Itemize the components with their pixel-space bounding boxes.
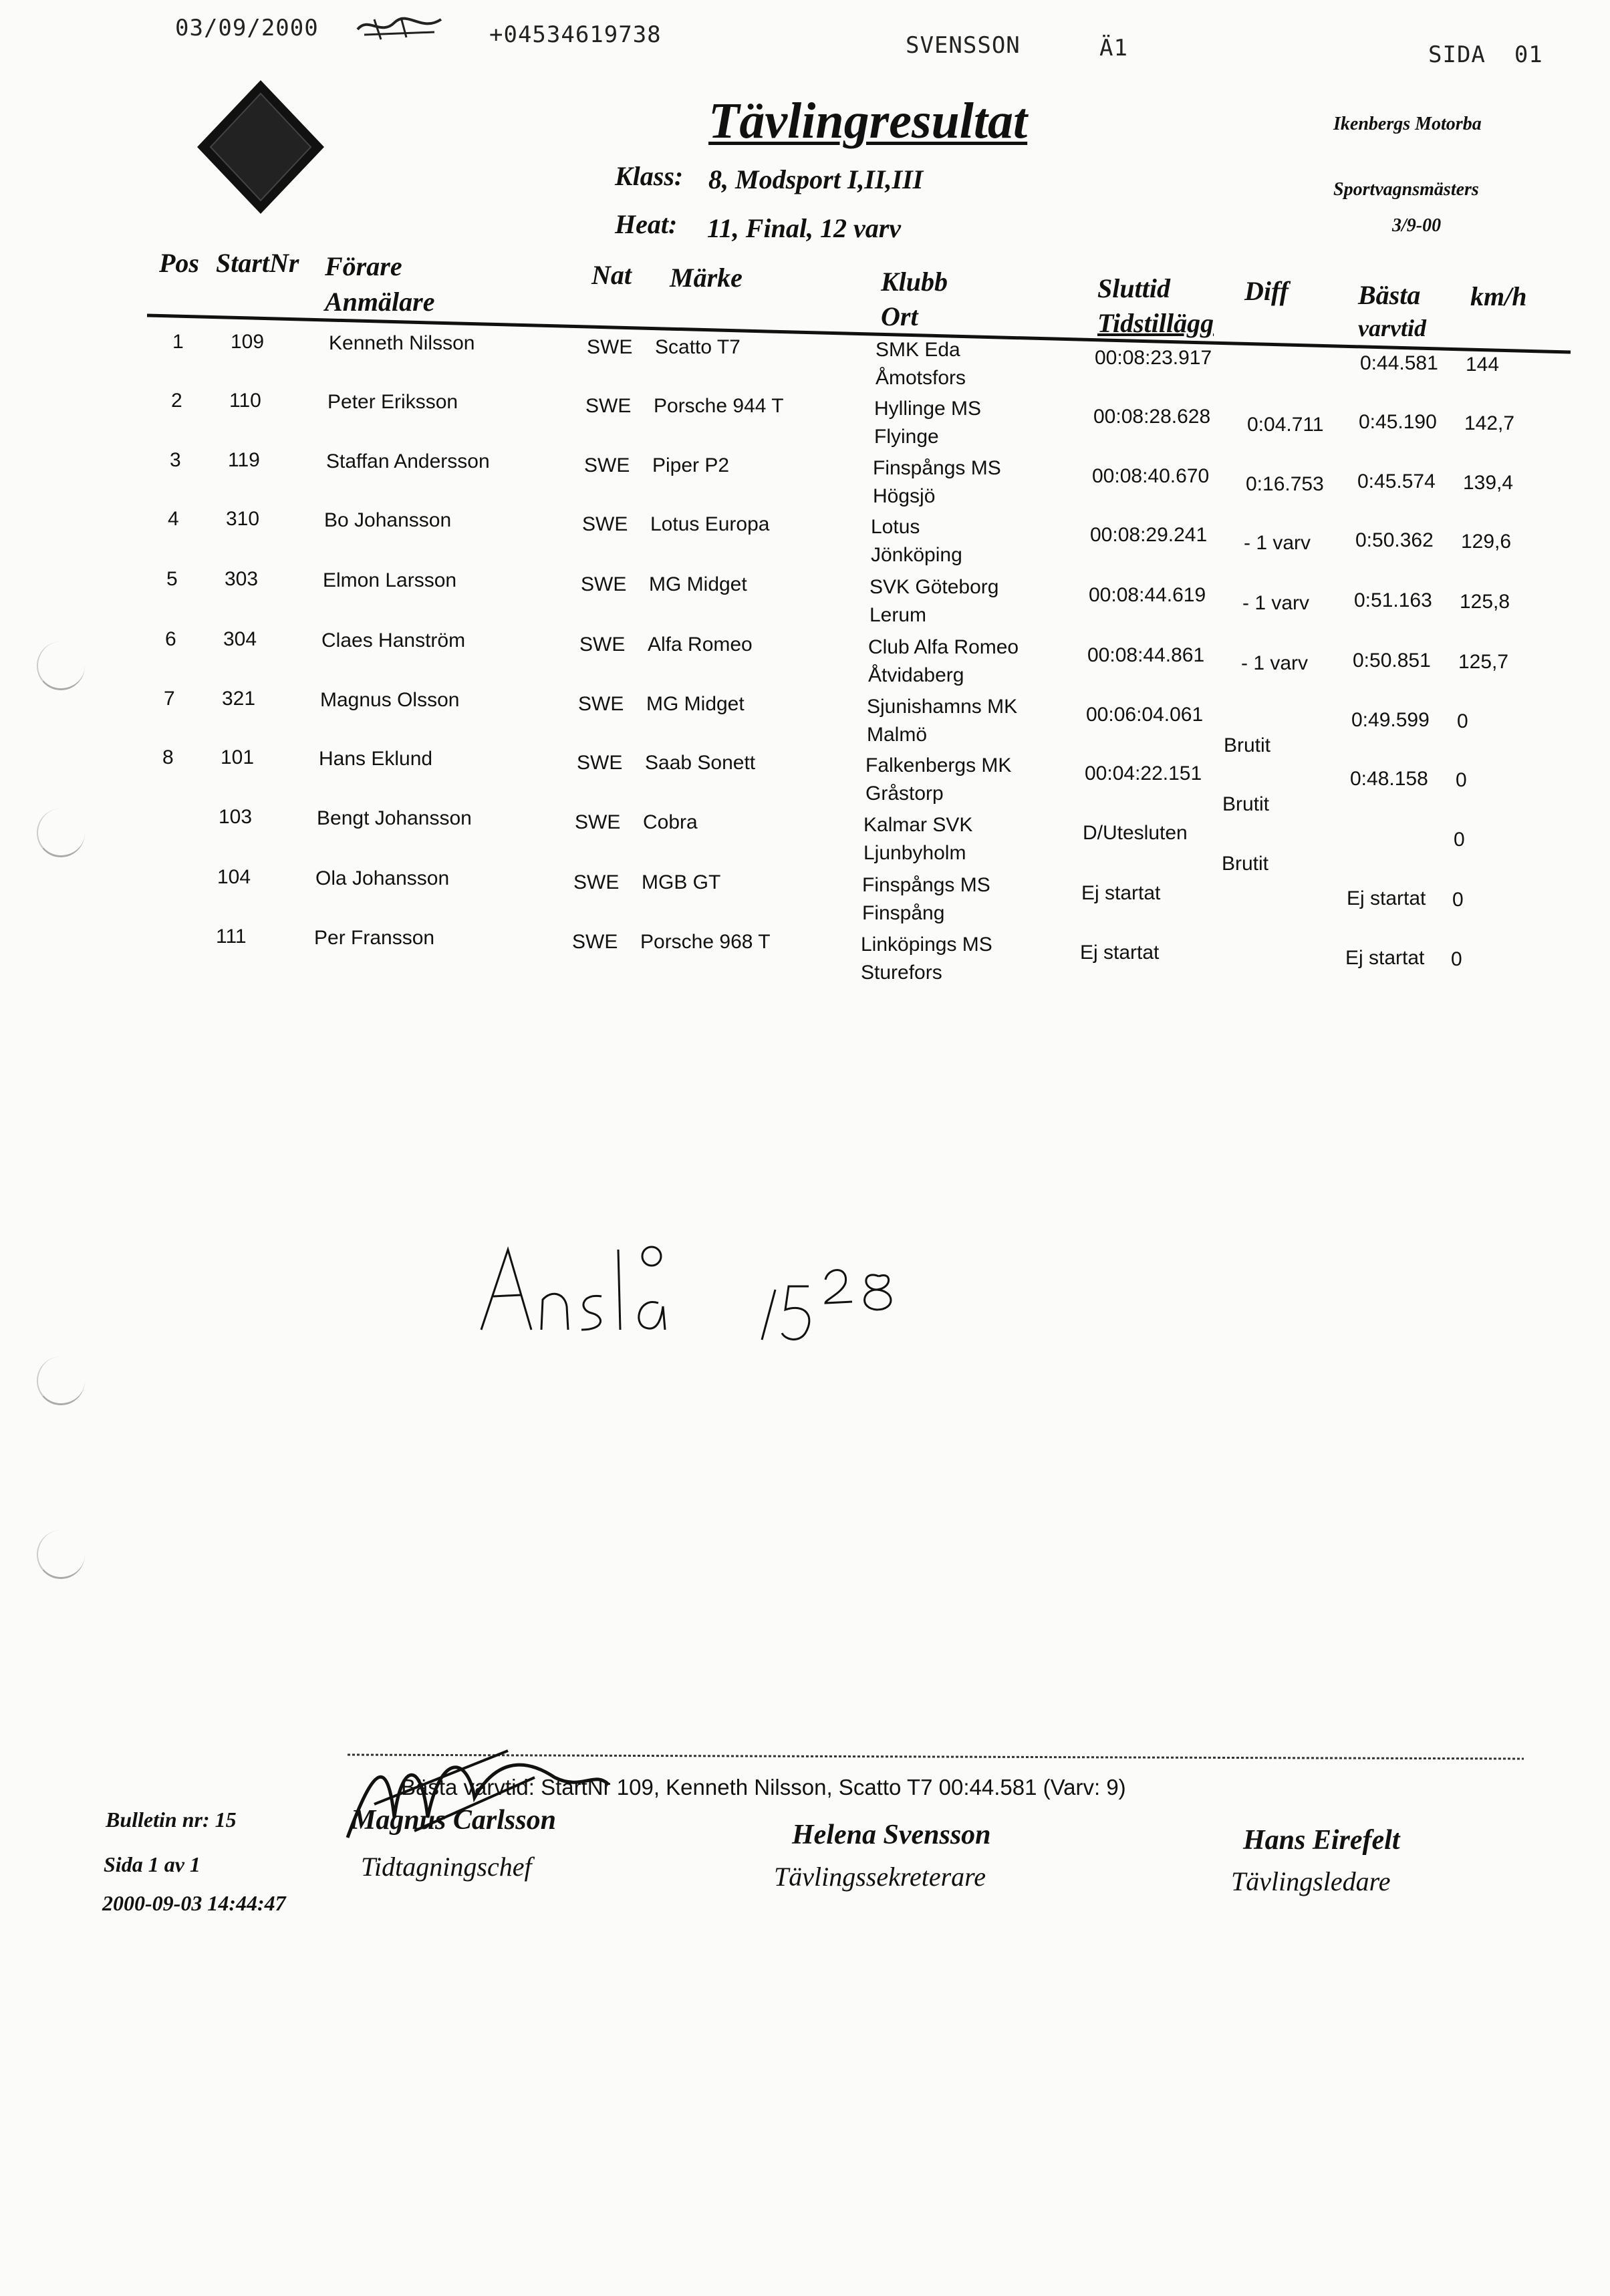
page-title: Tävlingresultat [708, 93, 1028, 149]
row-time: 00:08:23.917 [1095, 347, 1212, 369]
row-best: 0:45.190 [1359, 411, 1437, 433]
page-count: Sida 1 av 1 [104, 1852, 200, 1876]
row-pos: 7 [164, 688, 175, 710]
row-startnr: 119 [228, 449, 260, 471]
col-anmalare: Anmälare [325, 287, 435, 317]
col-diff: Diff [1244, 276, 1289, 306]
row-car: Alfa Romeo [648, 633, 753, 656]
row-car: Piper P2 [652, 454, 730, 476]
row-startnr: 104 [217, 866, 251, 888]
row-club: SVK Göteborg [869, 576, 999, 598]
row-startnr: 303 [225, 568, 259, 590]
row-car: MG Midget [649, 573, 747, 595]
row-driver: Elmon Larsson [323, 569, 457, 591]
col-pos: Pos [159, 248, 199, 278]
row-kmh: 125,8 [1460, 591, 1510, 613]
fastest-lap: Bästa varvtid: StartNr 109, Kenneth Nilsson, Scatto T7 00:44.581 (Varv: 9) [401, 1775, 1126, 1800]
row-best: 0:45.574 [1357, 470, 1436, 492]
row-car: Saab Sonett [645, 752, 756, 774]
fax-page: SIDA 01 [1428, 41, 1543, 68]
row-kmh: 144 [1466, 353, 1500, 376]
row-driver: Magnus Olsson [320, 689, 460, 711]
row-time: 00:08:28.628 [1093, 406, 1211, 428]
row-nat: SWE [581, 573, 627, 595]
row-best: 0:44.581 [1360, 352, 1438, 374]
col-basta: Bästa [1358, 280, 1421, 310]
row-club: Finspångs MS [873, 457, 1001, 479]
row-pos: 3 [170, 449, 181, 471]
signature-1-name: Magnus Carlsson [351, 1805, 556, 1836]
row-driver: Bo Johansson [324, 509, 452, 531]
fax-date: 03/09/2000 [175, 15, 319, 41]
row-nat: SWE [579, 633, 626, 656]
row-town: Gråstorp [865, 782, 944, 805]
col-forare: Förare [325, 251, 402, 281]
row-pos: 1 [172, 331, 184, 353]
row-kmh: 0 [1451, 948, 1462, 970]
col-varvtid: varvtid [1358, 315, 1426, 341]
row-diff: 0:16.753 [1246, 473, 1324, 495]
row-startnr: 109 [231, 331, 265, 353]
row-driver: Bengt Johansson [317, 807, 472, 829]
row-town: Åtvidaberg [868, 664, 964, 686]
row-kmh: 129,6 [1461, 531, 1512, 553]
row-diff: - 1 varv [1242, 592, 1310, 614]
col-nat: Nat [591, 260, 632, 290]
row-time: D/Utesluten [1083, 822, 1188, 844]
row-town: Malmö [867, 724, 928, 746]
row-best: 0:50.362 [1355, 529, 1434, 551]
row-kmh: 0 [1454, 829, 1465, 851]
organizer: Ikenbergs Motorba [1333, 114, 1482, 134]
klass-label: Klass: [615, 161, 684, 191]
row-best: Ej startat [1345, 947, 1425, 969]
row-pos: 5 [166, 568, 178, 590]
row-club: Hyllinge MS [874, 398, 982, 420]
fax-phone: +04534619738 [489, 21, 662, 48]
signature-1-role: Tidtagningschef [361, 1852, 532, 1882]
row-car: Porsche 968 T [640, 931, 771, 953]
row-kmh: 125,7 [1458, 651, 1509, 673]
row-best: 0:48.158 [1350, 768, 1428, 790]
row-club: Sjunishamns MK [867, 696, 1018, 718]
col-marke: Märke [670, 263, 743, 293]
row-nat: SWE [577, 752, 623, 774]
col-ort: Ort [881, 301, 918, 331]
row-driver: Staffan Andersson [326, 450, 490, 472]
row-pos: 8 [162, 746, 174, 768]
row-driver: Hans Eklund [319, 748, 433, 770]
row-diff: Brutit [1222, 853, 1269, 875]
row-kmh: 0 [1456, 769, 1467, 791]
row-nat: SWE [572, 931, 618, 953]
punch-hole [37, 809, 85, 857]
row-car: Porsche 944 T [654, 395, 784, 417]
row-kmh: 142,7 [1464, 412, 1515, 434]
row-nat: SWE [587, 336, 633, 358]
row-car: MG Midget [646, 693, 745, 715]
row-nat: SWE [582, 513, 628, 535]
row-pos: 2 [171, 390, 182, 412]
event-date: 3/9-00 [1392, 215, 1442, 236]
row-best: 0:50.851 [1353, 650, 1431, 672]
row-nat: SWE [585, 395, 632, 417]
fax-scribble-icon [354, 9, 448, 43]
signature-3-role: Tävlingsledare [1231, 1866, 1391, 1896]
signature-3-name: Hans Eirefelt [1243, 1825, 1400, 1856]
print-timestamp: 2000-09-03 14:44:47 [102, 1891, 286, 1915]
row-club: Lotus [871, 516, 920, 538]
bulletin-number: Bulletin nr: 15 [106, 1808, 237, 1832]
row-time: Ej startat [1080, 942, 1160, 964]
row-pos: 6 [165, 628, 176, 650]
row-club: Finspångs MS [862, 874, 990, 896]
row-town: Lerum [869, 604, 927, 626]
row-car: MGB GT [642, 871, 721, 893]
row-startnr: 101 [221, 746, 255, 768]
heat-label: Heat: [615, 209, 678, 239]
event-name: Sportvagnsmästers [1333, 179, 1479, 200]
row-diff: - 1 varv [1244, 532, 1311, 554]
row-startnr: 304 [223, 628, 257, 650]
row-town: Finspång [862, 902, 945, 924]
row-town: Högsjö [873, 485, 936, 507]
punch-hole [37, 1356, 85, 1405]
punch-hole [37, 641, 85, 690]
row-driver: Ola Johansson [315, 867, 450, 889]
row-time: 00:04:22.151 [1085, 762, 1202, 784]
row-driver: Claes Hanström [321, 629, 466, 652]
row-town: Sturefors [861, 962, 942, 984]
row-startnr: 111 [216, 925, 247, 948]
row-kmh: 139,4 [1463, 472, 1514, 494]
row-best: 0:51.163 [1354, 589, 1432, 611]
row-diff: Brutit [1222, 793, 1270, 815]
row-town: Flyinge [874, 426, 939, 448]
fax-name: SVENSSON [906, 32, 1021, 59]
row-kmh: 0 [1457, 710, 1468, 732]
row-nat: SWE [573, 871, 620, 893]
heat-value: 11, Final, 12 varv [707, 213, 902, 243]
row-town: Ljunbyholm [863, 842, 966, 864]
row-driver: Per Fransson [314, 927, 435, 949]
row-best: Ej startat [1347, 887, 1426, 909]
diamond-logo-icon [190, 77, 331, 217]
row-car: Lotus Europa [650, 513, 770, 535]
signature-2-role: Tävlingssekreterare [774, 1862, 986, 1892]
row-time: 00:08:29.241 [1090, 524, 1208, 546]
fax-code: Ä1 [1099, 35, 1128, 61]
row-best: 0:49.599 [1351, 709, 1430, 731]
row-startnr: 110 [229, 390, 261, 412]
col-tidstillagg: Tidstillägg [1097, 308, 1214, 338]
col-klubb: Klubb [881, 267, 948, 297]
row-time: 00:06:04.061 [1086, 704, 1204, 726]
row-startnr: 310 [226, 508, 260, 530]
row-time: 00:08:44.619 [1089, 584, 1206, 606]
row-time: 00:08:40.670 [1092, 465, 1210, 487]
row-diff: - 1 varv [1241, 652, 1309, 674]
klass-value: 8, Modsport I,II,III [708, 164, 924, 194]
row-nat: SWE [575, 811, 621, 833]
row-club: Kalmar SVK [863, 814, 973, 836]
row-pos: 4 [168, 508, 179, 530]
signature-icon [334, 1737, 615, 1858]
col-startnr: StartNr [216, 248, 299, 278]
col-sluttid: Sluttid [1097, 273, 1170, 303]
col-kmh: km/h [1470, 281, 1527, 311]
row-startnr: 321 [222, 688, 256, 710]
row-nat: SWE [578, 693, 624, 715]
punch-hole [37, 1530, 85, 1579]
row-startnr: 103 [219, 806, 253, 828]
row-time: Ej startat [1081, 882, 1161, 904]
row-driver: Peter Eriksson [327, 391, 458, 413]
handwritten-note-icon [468, 1223, 949, 1356]
row-driver: Kenneth Nilsson [329, 332, 475, 354]
signature-2-name: Helena Svensson [792, 1820, 991, 1850]
row-nat: SWE [584, 454, 630, 476]
row-car: Cobra [643, 811, 698, 833]
row-town: Åmotsfors [876, 367, 966, 389]
row-club: Linköpings MS [861, 934, 992, 956]
row-club: Club Alfa Romeo [868, 636, 1019, 658]
row-diff: Brutit [1224, 734, 1271, 756]
row-kmh: 0 [1452, 889, 1464, 911]
row-town: Jönköping [871, 544, 962, 566]
row-time: 00:08:44.861 [1087, 644, 1205, 666]
row-diff: 0:04.711 [1247, 414, 1324, 436]
row-club: SMK Eda [876, 339, 960, 361]
row-car: Scatto T7 [655, 336, 741, 358]
row-club: Falkenbergs MK [865, 754, 1012, 776]
